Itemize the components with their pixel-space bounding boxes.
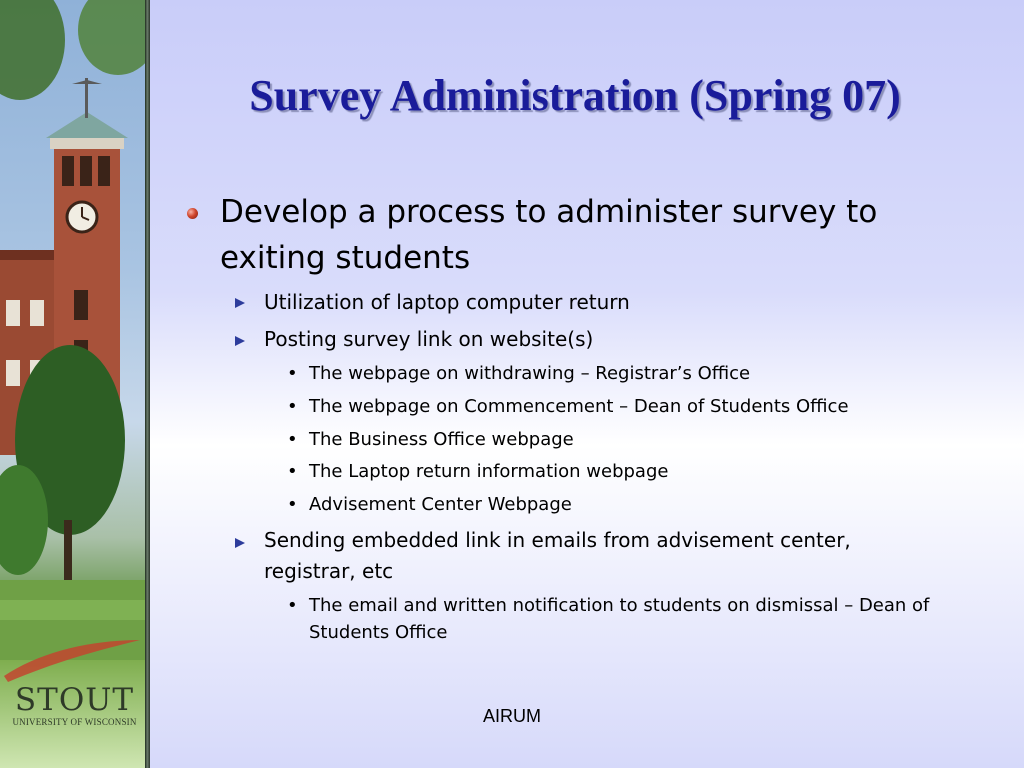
sub-bullet-laptop-return: The Laptop return information webpage (309, 461, 669, 482)
bullet-dot: • (287, 429, 298, 450)
bullet-dot: • (287, 461, 298, 482)
sub-bullet-advisement-center: Advisement Center Webpage (309, 494, 572, 515)
bullet-dot: • (287, 595, 298, 616)
stout-logo (12, 684, 137, 727)
slide-footer: AIRUM (483, 706, 541, 726)
sub-bullet-business-office: The Business Office webpage (309, 429, 574, 450)
sub-bullet-email-dismissal: The email and written notification to students on dismissal – Dean of Students Office (309, 595, 930, 643)
bullet-dot: • (287, 363, 298, 384)
bullet-dot: • (287, 494, 298, 515)
bullet-posting-survey-link: Posting survey link on website(s) (264, 327, 594, 351)
logo-wordmark: STOUT (14, 682, 135, 718)
campus-photo-strip (0, 0, 145, 768)
slide-title: Survey Administration (Spring 07) (249, 71, 901, 120)
arrow-bullet-icon (235, 538, 245, 548)
arrow-bullet-icon (235, 298, 245, 308)
arrow-bullet-icon (235, 336, 245, 346)
logo-subtitle: UNIVERSITY OF WISCONSIN (12, 717, 137, 727)
bullet-dot: • (287, 396, 298, 417)
clock-tower-illustration (0, 0, 145, 768)
bullet-utilization-laptop: Utilization of laptop computer return (264, 290, 630, 314)
bullet-dot-icon (187, 208, 198, 219)
sub-bullet-withdrawing: The webpage on withdrawing – Registrar’s Office (309, 363, 751, 384)
bullet-level1: Develop a process to administer survey to exiting students (220, 194, 878, 276)
sub-bullet-commencement: The webpage on Commencement – Dean of Students Office (309, 396, 849, 417)
bullet-sending-embedded-link: Sending embedded link in emails from advisement center, registrar, etc (264, 528, 851, 583)
